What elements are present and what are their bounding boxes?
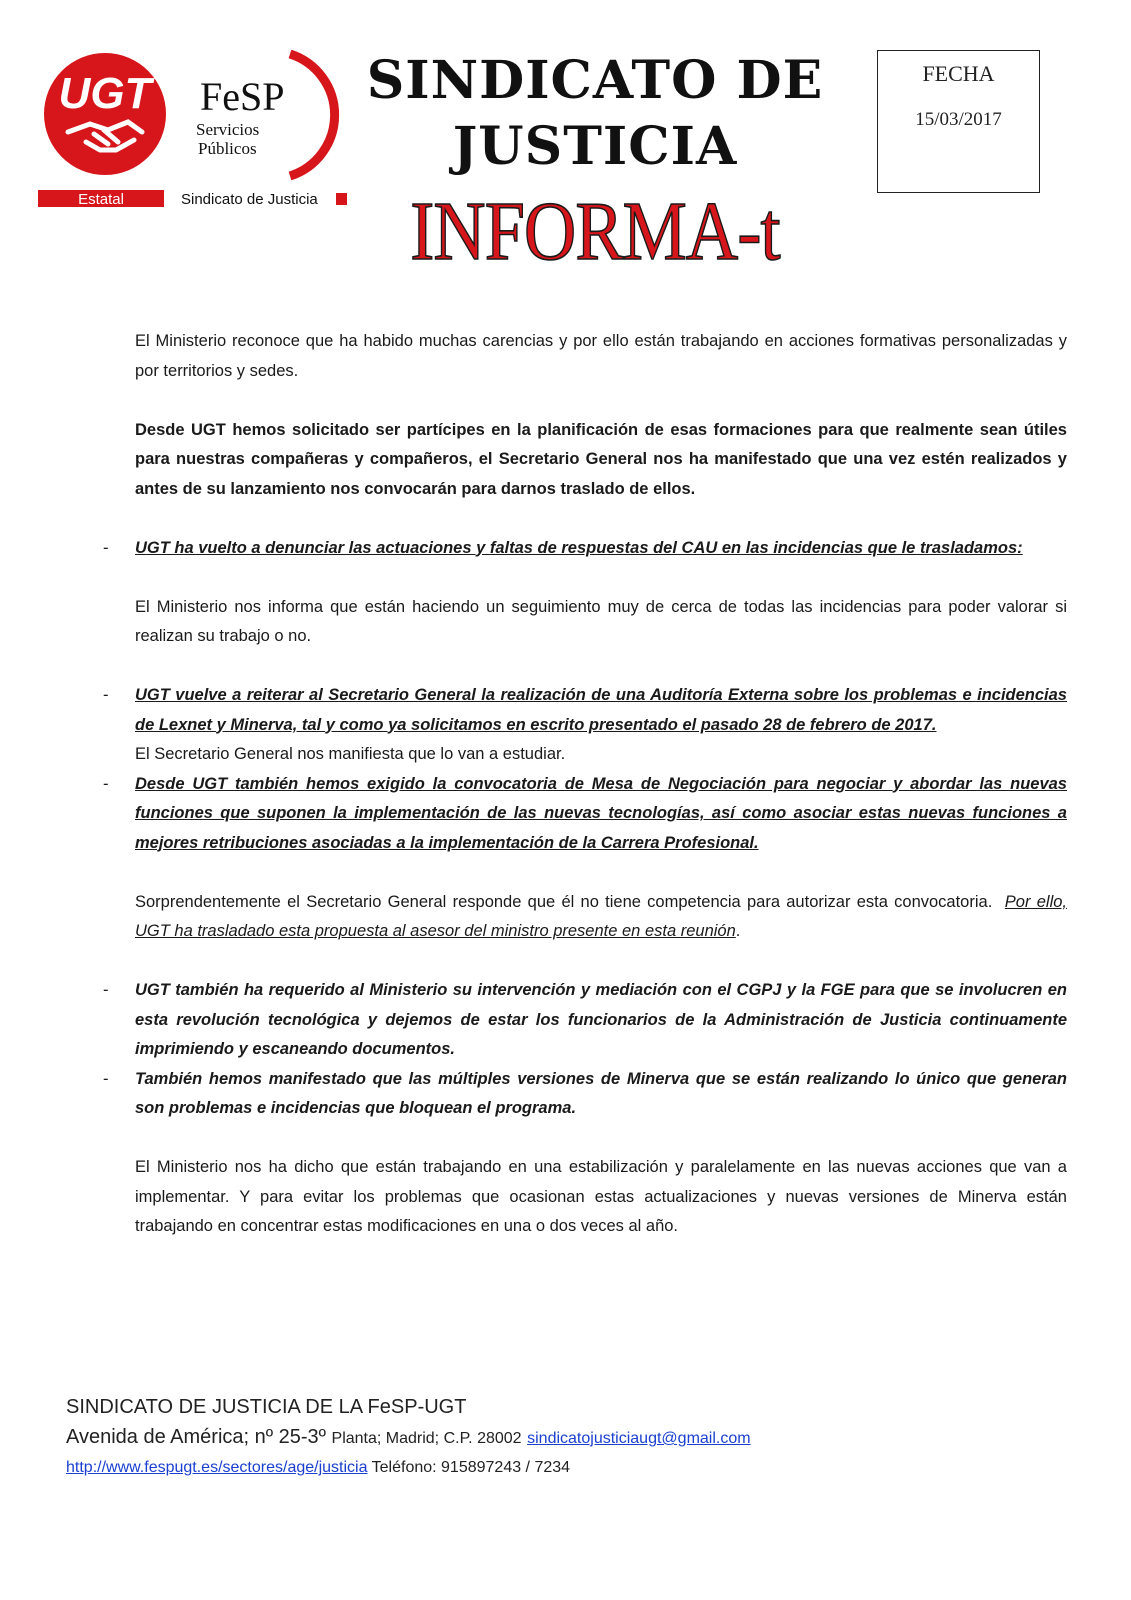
paragraph-1: El Ministerio reconoce que ha habido muchas carencias y por ello están trabajando en acciones formativas personalizadas y por territorios y sedes. [135,332,1067,380]
footer-address-main: Avenida de América; nº 25-3º [66,1426,326,1448]
list-item: - UGT ha vuelto a denunciar las actuaciones y faltas de respuestas del CAU en las incidencias que le trasladamos: [135,534,1067,564]
red-square [336,193,347,205]
footer-address-rest: Planta; Madrid; C.P. 28002 [331,1430,522,1447]
footer-phone: Teléfono: 915897243 / 7234 [371,1459,571,1476]
list-item: - También hemos manifestado que las múltiples versiones de Minerva que se están realizando lo único que generan son problemas e incidencias que bloquean el programa. [135,1065,1067,1124]
footer-url-link[interactable]: http://www.fespugt.es/sectores/age/justicia [66,1459,368,1476]
page-title [365,48,825,180]
bullet-3: Desde UGT también hemos exigido la convocatoria de Mesa de Negociación para negociar y abordar las nuevas funciones que suponen la implementación de las nuevas tecnologías, así como asociar estas nuevas funciones a mejores retribuciones asociadas a la implementación de la Carrera Profesional. [135,774,1067,852]
list-item: - Desde UGT también hemos exigido la convocatoria de Mesa de Negociación para negociar y abordar las nuevas funciones que suponen la implementación de las nuevas tecnologías, así como asociar estas nuevas funciones a mejores retribuciones asociadas a la implementación de la Carrera Profesional. [135,770,1067,859]
paragraph-5 [135,888,1067,947]
sindicato-justicia-label: Sindicato de Justicia [181,191,318,208]
fesp-arc [290,54,335,176]
footer-contact [66,1454,751,1482]
list-item: - UGT también ha requerido al Ministerio su intervención y mediación con el CGPJ y la FGE para que se involucren en esta revolución tecnológica y dejemos de estar los funcionarios de la Administración de Justicia continuamente imprimiendo y escaneando documentos. [135,976,1067,1065]
ugt-fesp-logo [38,50,358,215]
paragraph-5-text: Sorprendentemente el Secretario General responde que él no tiene competencia para autorizar esta convocatoria. [135,892,993,911]
date-value: 15/03/2017 [915,109,1002,130]
bullet-2: UGT vuelve a reiterar al Secretario General la realización de una Auditoría Externa sobre los problemas e incidencias de Lexnet y Minerva, tal y como ya solicitamos en escrito presentado el pasado 28 de febrero de 2017. [135,686,1067,734]
date-box [877,50,1040,193]
bullet-1: UGT ha vuelto a denunciar las actuaciones y faltas de respuestas del CAU en las incidencias que le trasladamos: [135,538,1023,557]
footer-org-name: SINDICATO DE JUSTICIA DE LA FeSP-UGT [66,1396,467,1418]
paragraph-4: El Secretario General nos manifiesta que lo van a estudiar. [135,745,566,763]
list-item: - UGT vuelve a reiterar al Secretario General la realización de una Auditoría Externa sobre los problemas e incidencias de Lexnet y Minerva, tal y como ya solicitamos en escrito presentado el pasado 28 de febrero de 2017. [135,681,1067,740]
paragraph-6: El Ministerio nos ha dicho que están trabajando en una estabilización y paralelamente en las nuevas acciones que van a implementar. Y para evitar los problemas que ocasionan estas actualizaciones y nuevas versiones de Minerva están trabajando en concentrar estas modificaciones en una o dos veces al año. [135,1158,1067,1235]
ugt-logo-text: UGT [58,69,152,118]
footer-email-link[interactable]: sindicatojusticiaugt@gmail.com [527,1430,751,1447]
title-line-2: JUSTICIA [452,116,738,177]
footer [66,1392,751,1482]
footer-address [66,1422,751,1454]
servicios-text: Servicios [196,120,260,139]
document-body [103,327,1067,1242]
bullet-5: También hemos manifestado que las múltiples versiones de Minerva que se están realizando lo único que generan son problemas e incidencias que bloquean el programa. [135,1069,1067,1117]
estatal-label: Estatal [78,191,124,208]
bullet-4: UGT también ha requerido al Ministerio su intervención y mediación con el CGPJ y la FGE para que se involucren en esta revolución tecnológica y dejemos de estar los funcionarios de la Administración de Justicia continuamente imprimiendo y escaneando documentos. [135,981,1067,1058]
paragraph-5-end: . [735,922,741,940]
title-line-1: SINDICATO DE [366,50,824,111]
date-label: FECHA [922,61,995,86]
informa-t-heading: INFORMA-t [410,185,780,278]
paragraph-3: El Ministerio nos informa que están haciendo un seguimiento muy de cerca de todas las incidencias para poder valorar si realizan su trabajo o no. [135,597,1067,645]
paragraph-2: Desde UGT hemos solicitado ser partícipes en la planificación de esas formaciones para que realmente sean útiles para nuestras compañeras y compañeros, el Secretario General nos ha manifestado que una vez estén realizados y antes de su lanzamiento nos convocarán para darnos traslado de ellos. [135,420,1067,498]
fesp-logo-text: FeSP [200,74,285,119]
paragraph-5-italic: Por ello, UGT ha trasladado esta propuesta al asesor del ministro presente en esta reunión [135,892,1067,940]
publicos-text: Públicos [198,139,257,158]
